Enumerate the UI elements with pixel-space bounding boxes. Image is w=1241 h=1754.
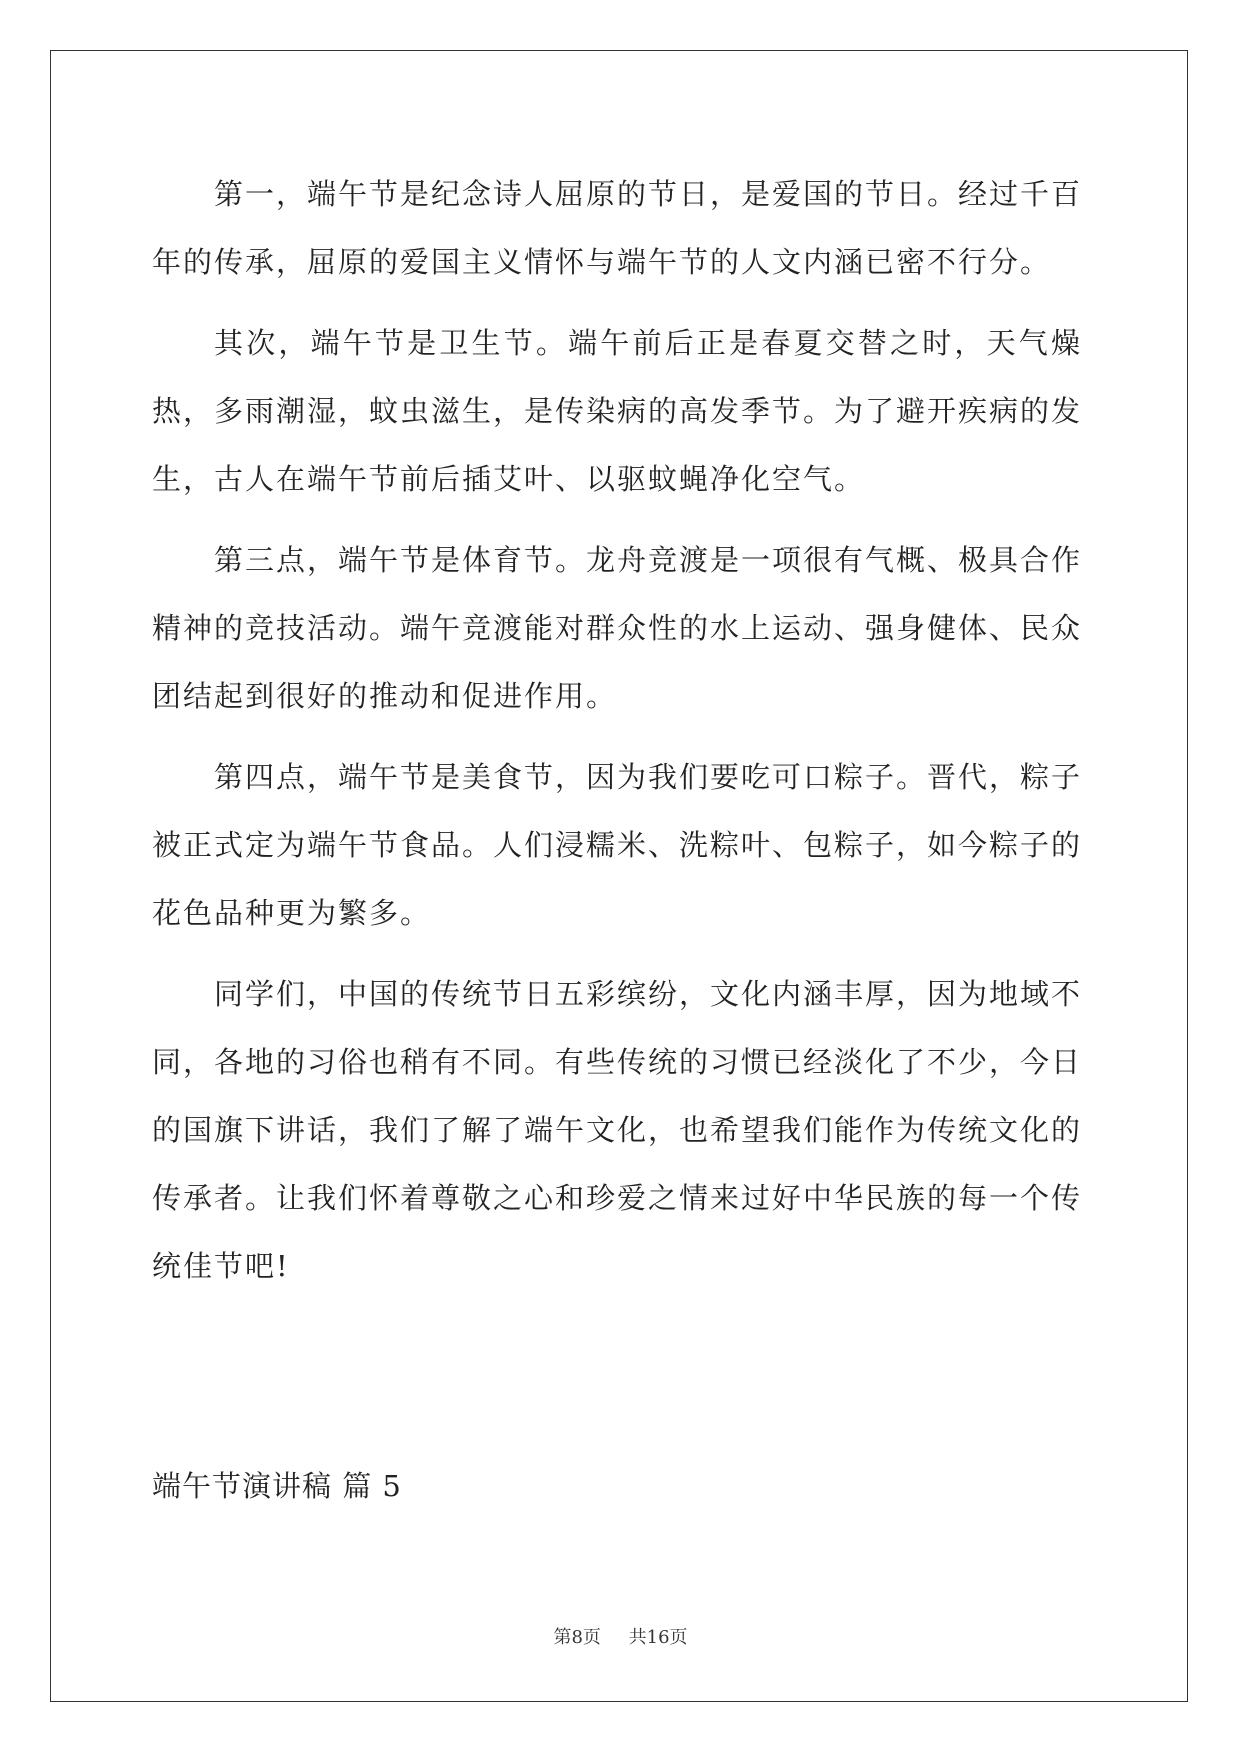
page-number-total: 共16页	[628, 1627, 688, 1648]
paragraph-2: 其次，端午节是卫生节。端午前后正是春夏交替之时，天气燥热，多雨潮湿，蚊虫滋生，是传染病的高发季节。为了避开疾病的发生，古人在端午节前后插艾叶、以驱蚊蝇净化空气。	[152, 326, 1083, 496]
paragraph-4: 第四点，端午节是美食节，因为我们要吃可口粽子。晋代，粽子被正式定为端午节食品。人们浸糯米、洗粽叶、包粽子，如今粽子的花色品种更为繁多。	[152, 760, 1083, 930]
paragraph-1: 第一，端午节是纪念诗人屈原的节日，是爱国的节日。经过千百年的传承，屈原的爱国主义情怀与端午节的人文内涵已密不行分。	[152, 177, 1083, 279]
page-number-current: 第8页	[553, 1627, 601, 1648]
section-heading: 端午节演讲稿 篇 5	[152, 1469, 402, 1503]
paragraph-3: 第三点，端午节是体育节。龙舟竞渡是一项很有气概、极具合作精神的竞技活动。端午竞渡能对群众性的水上运动、强身健体、民众团结起到很好的推动和促进作用。	[152, 543, 1083, 713]
page-footer	[0, 1626, 1241, 1650]
document-body	[152, 160, 1082, 1300]
paragraph-5: 同学们，中国的传统节日五彩缤纷，文化内涵丰厚，因为地域不同，各地的习俗也稍有不同。有些传统的习惯已经淡化了不少，今日的国旗下讲话，我们了解了端午文化，也希望我们能作为传统文化的传承者。让我们怀着尊敬之心和珍爱之情来过好中华民族的每一个传统佳节吧!	[152, 977, 1083, 1283]
